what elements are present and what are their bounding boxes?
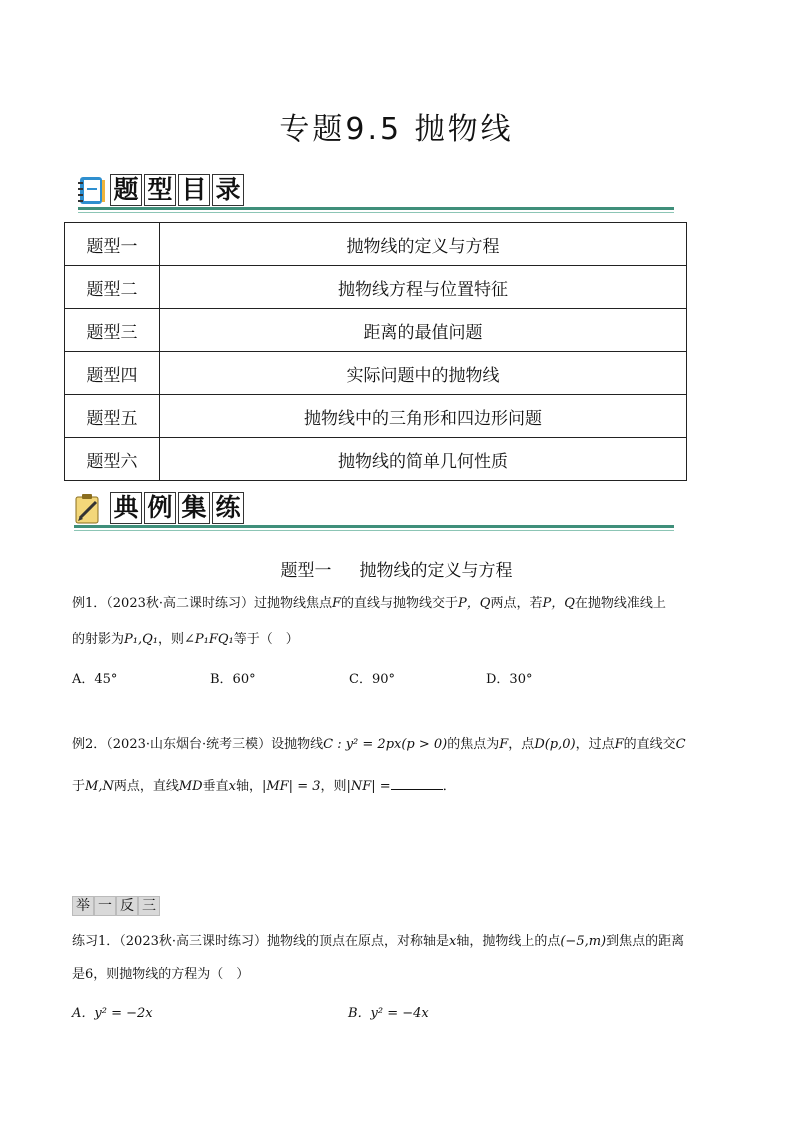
section-title-char: 练 bbox=[212, 492, 244, 524]
option-b: B．60° bbox=[210, 672, 256, 687]
section-title-examples bbox=[110, 492, 246, 524]
practice-1-text bbox=[72, 932, 732, 952]
math-var: M,N bbox=[85, 779, 114, 794]
topic-value: 实际问题中的抛物线 bbox=[160, 352, 687, 395]
table-row bbox=[65, 309, 687, 352]
text-run: 练习1．（2023秋·高三课时练习）抛物线的顶点在原点，对称轴是 bbox=[72, 934, 449, 949]
text-run: 于 bbox=[72, 779, 86, 794]
practice-tag bbox=[72, 896, 160, 916]
practice-1-text-line2 bbox=[72, 965, 722, 985]
text-run: 两点，直线 bbox=[113, 779, 179, 794]
section-title-char: 典 bbox=[110, 492, 142, 524]
example-1-text bbox=[72, 594, 722, 614]
text-run: 垂直 bbox=[202, 779, 229, 794]
option-d: D．30° bbox=[486, 672, 533, 687]
text-run: 例1．（2023秋·高二课时练习）过抛物线焦点 bbox=[72, 596, 332, 611]
section-divider bbox=[78, 207, 674, 210]
text-run: ，点 bbox=[508, 737, 535, 752]
tag-char: 反 bbox=[116, 896, 138, 916]
topic-key: 题型三 bbox=[65, 309, 160, 352]
topic-value: 抛物线方程与位置特征 bbox=[160, 266, 687, 309]
answer-blank[interactable] bbox=[391, 777, 443, 790]
math-var: P₁FQ₁ bbox=[194, 632, 234, 647]
topic-value: 抛物线中的三角形和四边形问题 bbox=[160, 395, 687, 438]
tag-char: 一 bbox=[94, 896, 116, 916]
topic-key: 题型一 bbox=[65, 223, 160, 266]
text-run: 等于（ ） bbox=[233, 632, 299, 647]
text-run: 到焦点的距离 bbox=[606, 934, 685, 949]
table-row bbox=[65, 395, 687, 438]
math-expr: C : y² = 2px(p > 0) bbox=[323, 737, 448, 752]
option-a bbox=[72, 1002, 153, 1021]
math-expr: |NF| = bbox=[346, 779, 391, 794]
section-header-examples bbox=[74, 490, 678, 532]
section-divider bbox=[74, 525, 674, 528]
topic-subtitle bbox=[0, 556, 793, 581]
clipboard-pen-icon bbox=[74, 494, 102, 524]
tag-char: 三 bbox=[138, 896, 160, 916]
example-1-options bbox=[72, 668, 732, 688]
math-var: x bbox=[449, 934, 457, 949]
topic-key: 题型四 bbox=[65, 352, 160, 395]
section-title-char: 例 bbox=[144, 492, 176, 524]
example-2-text bbox=[72, 735, 732, 755]
topic-value: 距离的最值问题 bbox=[160, 309, 687, 352]
topic-key: 题型六 bbox=[65, 438, 160, 481]
section-title-char: 型 bbox=[144, 174, 176, 206]
section-title-char: 题 bbox=[110, 174, 142, 206]
table-row bbox=[65, 352, 687, 395]
text-run: ，过点 bbox=[575, 737, 615, 752]
math-var: D(p,0) bbox=[534, 737, 576, 752]
section-title-toc bbox=[110, 174, 246, 206]
text-run: 的焦点为 bbox=[447, 737, 500, 752]
topic-value: 抛物线的定义与方程 bbox=[160, 223, 687, 266]
text-run: 是6，则抛物线的方程为（ ） bbox=[72, 967, 250, 982]
option-b bbox=[348, 1002, 429, 1021]
tag-char: 举 bbox=[72, 896, 94, 916]
math-var: P₁,Q₁ bbox=[124, 632, 158, 647]
table-row bbox=[65, 438, 687, 481]
text-run: 两点，若 bbox=[490, 596, 543, 611]
section-header-toc bbox=[78, 172, 678, 214]
text-run: 轴， bbox=[235, 779, 262, 794]
text-run: 的直线与抛物线交于 bbox=[341, 596, 459, 611]
section-title-char: 目 bbox=[178, 174, 210, 206]
text-run: 例2．（2023·山东烟台·统考三模）设抛物线 bbox=[72, 737, 324, 752]
topic-value: 抛物线的简单几何性质 bbox=[160, 438, 687, 481]
subtitle-name: 抛物线的定义与方程 bbox=[359, 561, 513, 581]
math-var: F bbox=[499, 737, 509, 752]
section-title-char: 录 bbox=[212, 174, 244, 206]
text-run: 轴，抛物线上的点 bbox=[456, 934, 561, 949]
math-var: P，Q bbox=[542, 596, 575, 611]
example-2-text-line2 bbox=[72, 777, 722, 797]
page-title: 专题9.5 抛物线 bbox=[279, 112, 514, 147]
option-c: C．90° bbox=[349, 672, 395, 687]
math-var: F bbox=[614, 737, 624, 752]
example-1-text-line2 bbox=[72, 630, 722, 650]
section-divider-thin bbox=[78, 212, 674, 213]
section-title-char: 集 bbox=[178, 492, 210, 524]
topic-key: 题型五 bbox=[65, 395, 160, 438]
math-var: P，Q bbox=[458, 596, 491, 611]
topic-table bbox=[64, 222, 687, 481]
option-a: A．45° bbox=[72, 672, 118, 687]
table-row bbox=[65, 266, 687, 309]
text-run: 的射影为 bbox=[72, 632, 125, 647]
text-run: ，则∠ bbox=[157, 632, 195, 647]
topic-key: 题型二 bbox=[65, 266, 160, 309]
math-var: C bbox=[675, 737, 686, 752]
math-var: MD bbox=[178, 779, 203, 794]
text-run: ，则 bbox=[320, 779, 347, 794]
option-b-text: B．y² = −4x bbox=[348, 1006, 429, 1021]
table-row bbox=[65, 223, 687, 266]
option-a-text: A．y² = −2x bbox=[72, 1006, 153, 1021]
practice-1-options bbox=[72, 1002, 732, 1022]
math-var: x bbox=[228, 779, 236, 794]
subtitle-label: 题型一 bbox=[280, 561, 332, 581]
text-run: ． bbox=[442, 779, 456, 794]
math-expr: |MF| = 3 bbox=[261, 779, 321, 794]
text-run: 的直线交 bbox=[623, 737, 676, 752]
notebook-icon bbox=[78, 176, 106, 206]
text-run: 在抛物线准线上 bbox=[574, 596, 666, 611]
math-var: F bbox=[332, 596, 342, 611]
math-var: (−5,m) bbox=[560, 934, 607, 949]
section-divider-thin bbox=[74, 530, 674, 531]
